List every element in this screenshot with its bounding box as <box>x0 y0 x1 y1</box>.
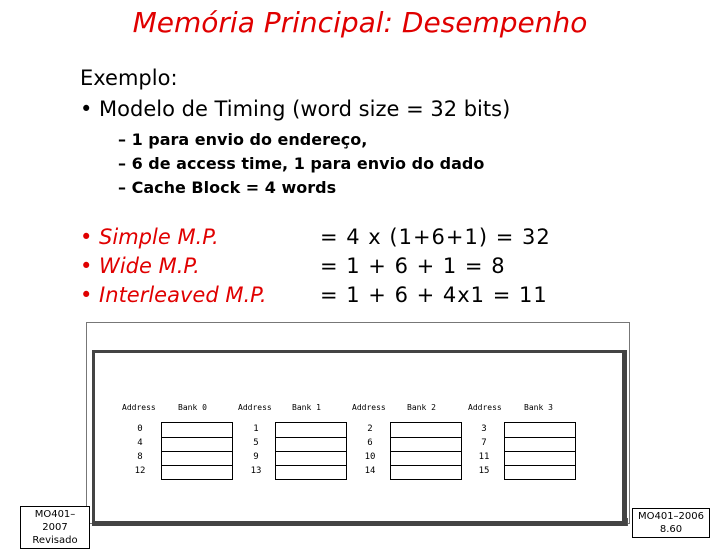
bank3-box <box>504 422 576 480</box>
sub-item-cache-block: – Cache Block = 4 words <box>118 178 337 197</box>
bank2-addr: 2 <box>367 424 373 434</box>
bank1-addr: 9 <box>253 452 259 462</box>
slide-title: Memória Principal: Desempenho <box>132 6 588 39</box>
bank1-addr: 1 <box>253 424 259 434</box>
bank1-label: Bank 1 <box>292 403 321 412</box>
wide-mp-formula: = 1 + 6 + 1 = 8 <box>320 254 506 278</box>
bank1-address-header: Address <box>238 403 272 412</box>
bank3-addr: 11 <box>478 452 490 462</box>
footer-left-course: MO401–2007 <box>34 509 76 533</box>
example-label: Exemplo: <box>80 66 178 90</box>
sub-item-address: – 1 para envio do endereço, <box>118 130 368 149</box>
wide-mp-label: • Wide M.P. <box>80 254 200 278</box>
bank0-addr: 4 <box>137 438 143 448</box>
bank3-label: Bank 3 <box>524 403 553 412</box>
bank1-addr: 13 <box>250 466 262 476</box>
bank2-addr: 14 <box>364 466 376 476</box>
footer-right-course: MO401–2006 <box>637 511 705 522</box>
bank0-addr: 0 <box>137 424 143 434</box>
bank2-addr: 10 <box>364 452 376 462</box>
bank0-addr: 8 <box>137 452 143 462</box>
interleaved-mp-label: • Interleaved M.P. <box>80 283 267 307</box>
bank0-box <box>161 422 233 480</box>
timing-model-bullet: • Modelo de Timing (word size = 32 bits) <box>80 97 511 121</box>
bank0-label: Bank 0 <box>178 403 207 412</box>
bank3-addr: 3 <box>481 424 487 434</box>
sub-item-access-time: – 6 de access time, 1 para envio do dado <box>118 154 485 173</box>
simple-mp-label: • Simple M.P. <box>80 225 219 249</box>
bank3-addr: 15 <box>478 466 490 476</box>
bank3-addr: 7 <box>481 438 487 448</box>
bank2-label: Bank 2 <box>407 403 436 412</box>
bank2-addr: 6 <box>367 438 373 448</box>
footer-right-page: 8.60 <box>659 524 683 535</box>
bank2-box <box>390 422 462 480</box>
interleaved-mp-formula: = 1 + 6 + 4x1 = 11 <box>320 283 548 307</box>
footer-right-badge <box>632 508 710 538</box>
footer-left-badge <box>20 506 90 549</box>
bank0-address-header: Address <box>122 403 156 412</box>
bank1-box <box>275 422 347 480</box>
bank3-address-header: Address <box>468 403 502 412</box>
footer-left-note: Revisado <box>32 535 78 546</box>
simple-mp-formula: = 4 x (1+6+1) = 32 <box>320 225 551 249</box>
bank1-addr: 5 <box>253 438 259 448</box>
bank2-address-header: Address <box>352 403 386 412</box>
bank0-addr: 12 <box>134 466 146 476</box>
